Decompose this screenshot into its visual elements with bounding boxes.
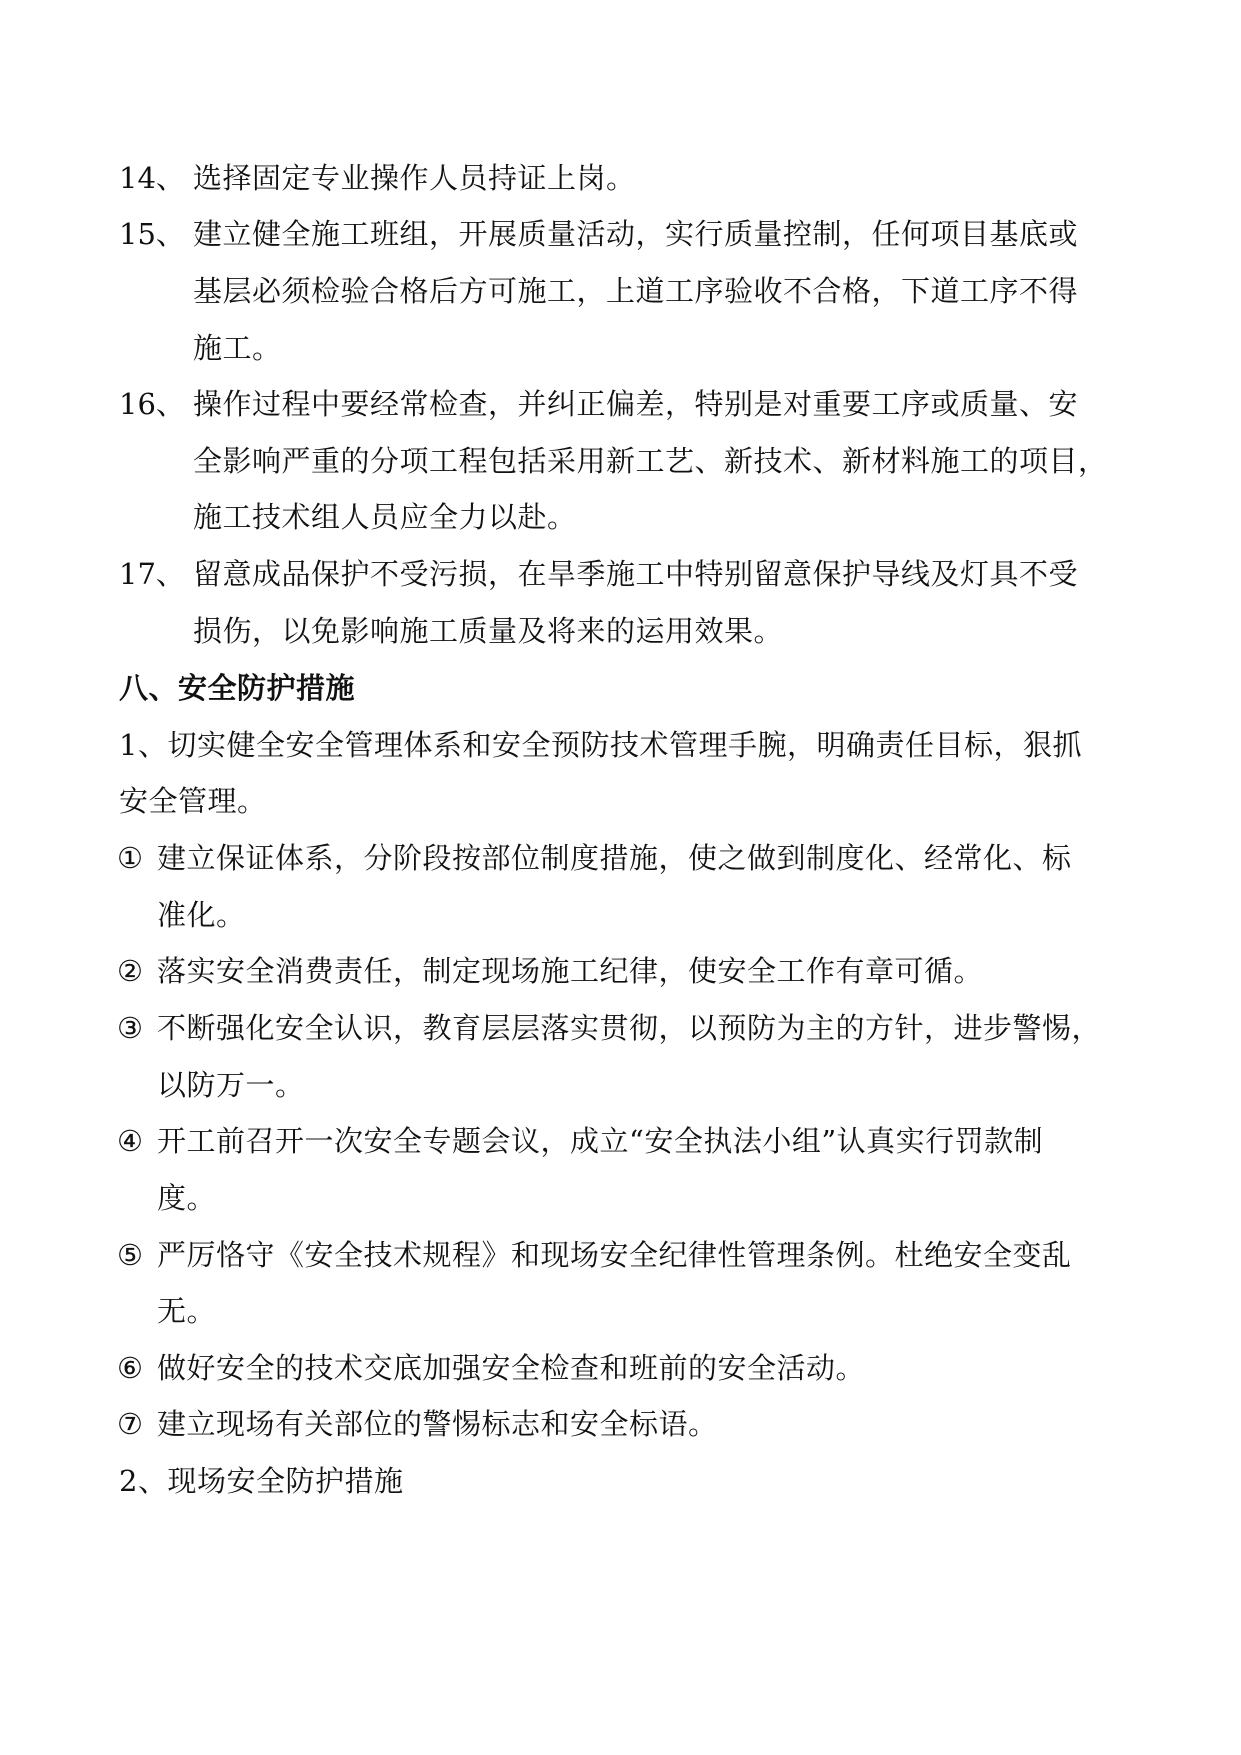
- circled-item-4-line-1: 开工前召开一次安全专题会议，成立“安全执法小组”认真实行罚款制: [157, 1124, 1044, 1158]
- item-16-line-1: 操作过程中要经常检查，并纠正偏差，特别是对重要工序或质量、安: [193, 387, 1079, 421]
- item-17-line-1: 留意成品保护不受污损，在旱季施工中特别留意保护导线及灯具不受: [193, 557, 1079, 591]
- item-16-line-3: 施工技术组人员应全力以赴。: [193, 500, 577, 534]
- circled-item-3-line-1: 不断强化安全认识，教育层层落实贯彻，以预防为主的方针，进步警惕，: [157, 1011, 1102, 1045]
- circled-mark-1: ①: [117, 841, 143, 875]
- item-number-14: 14、: [119, 161, 185, 195]
- item-number-16: 16、: [119, 387, 185, 421]
- circled-item-1-line-1: 建立保证体系，分阶段按部位制度措施，使之做到制度化、经常化、标: [157, 841, 1072, 875]
- circled-mark-7: ⑦: [117, 1407, 143, 1441]
- item-17-line-2: 损伤，以免影响施工质量及将来的运用效果。: [193, 614, 784, 648]
- para1-line-2: 安全管理。: [119, 784, 267, 818]
- section-title: 八、安全防护措施: [119, 671, 356, 705]
- circled-mark-3: ③: [117, 1011, 143, 1045]
- para1-line-1: 1、切实健全安全管理体系和安全预防技术管理手腕，明确责任目标，狠抓: [119, 728, 1082, 762]
- circled-mark-2: ②: [117, 954, 143, 988]
- circled-item-3-line-2: 以防万一。: [157, 1068, 305, 1102]
- circled-item-5-line-1: 严厉恪守《安全技术规程》和现场安全纪律性管理条例。杜绝安全变乱: [157, 1238, 1072, 1272]
- item-16-line-2: 全影响严重的分项工程包括采用新工艺、新技术、新材料施工的项目，: [193, 444, 1108, 478]
- item-15-line-3: 施工。: [193, 331, 282, 365]
- circled-item-5-line-2: 无。: [157, 1294, 217, 1328]
- item-15-line-1: 建立健全施工班组，开展质量活动，实行质量控制，任何项目基底或: [193, 217, 1079, 251]
- circled-item-4-line-2: 度。: [157, 1181, 217, 1215]
- item-number-15: 15、: [119, 217, 185, 251]
- circled-mark-6: ⑥: [117, 1351, 143, 1385]
- circled-mark-4: ④: [117, 1124, 143, 1158]
- para2: 2、现场安全防护措施: [119, 1464, 404, 1498]
- item-15-line-2: 基层必须检验合格后方可施工，上道工序验收不合格，下道工序不得: [193, 274, 1079, 308]
- item-14-line-1: 选择固定专业操作人员持证上岗。: [193, 161, 636, 195]
- item-number-17: 17、: [119, 557, 185, 591]
- circled-mark-5: ⑤: [117, 1238, 143, 1272]
- circled-item-6-line-1: 做好安全的技术交底加强安全检查和班前的安全活动。: [157, 1351, 866, 1385]
- circled-item-7-line-1: 建立现场有关部位的警惕标志和安全标语。: [157, 1407, 718, 1441]
- circled-item-2-line-1: 落实安全消费责任，制定现场施工纪律，使安全工作有章可循。: [157, 954, 984, 988]
- circled-item-1-line-2: 准化。: [157, 898, 246, 932]
